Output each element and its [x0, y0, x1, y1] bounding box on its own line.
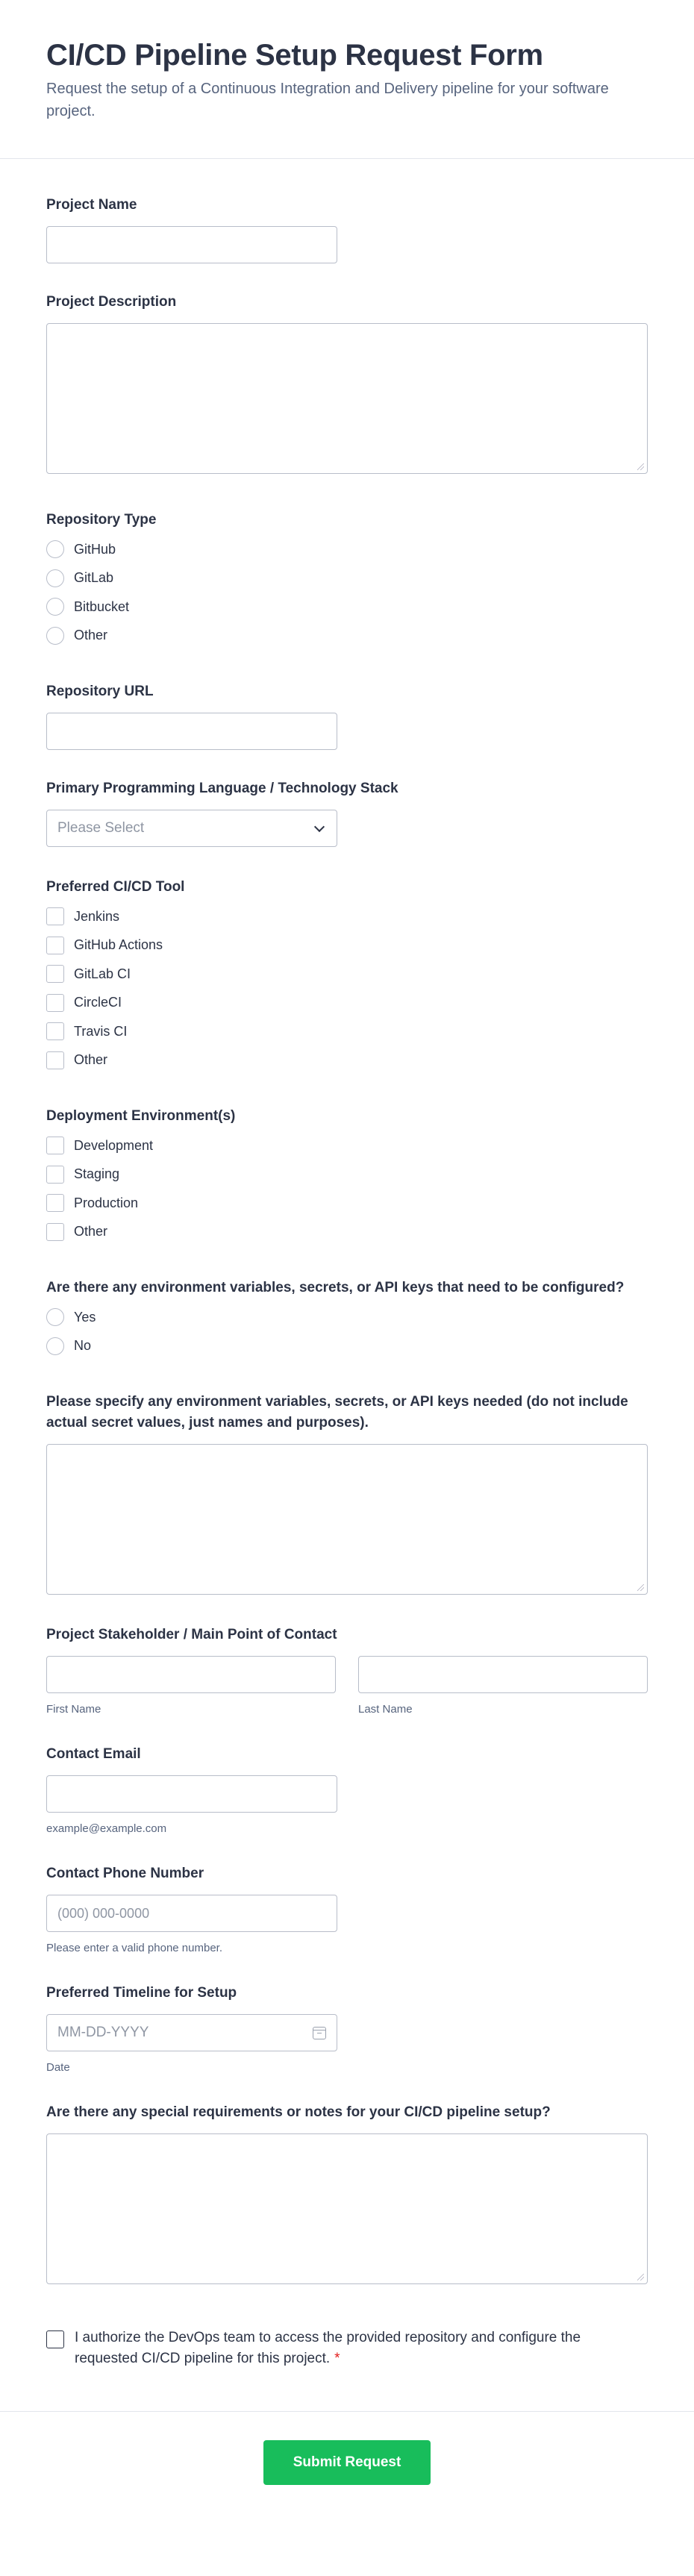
secrets-details-label: Please specify any environment variables, secrets, or API keys needed (do not include actual secret values, just names and purposes).	[46, 1394, 628, 1431]
date-sublabel: Date	[46, 2061, 70, 2074]
option-label: Yes	[74, 1309, 96, 1325]
resize-handle-icon[interactable]	[637, 1584, 644, 1591]
radio-option-gitlab[interactable]	[46, 564, 648, 593]
checkbox[interactable]	[46, 1166, 64, 1184]
project-description-label: Project Description	[46, 294, 177, 310]
checkbox-option-other-env[interactable]	[46, 1218, 648, 1247]
authorization-field	[46, 2284, 648, 2411]
last-name-input[interactable]	[358, 1656, 648, 1693]
date-placeholder: MM-DD-YYYY	[57, 2025, 149, 2040]
first-name-input[interactable]	[46, 1656, 336, 1693]
checkbox-option-github-actions[interactable]	[46, 931, 648, 960]
option-label: CircleCI	[74, 995, 122, 1010]
form-footer	[0, 2411, 694, 2521]
phone-field	[46, 1835, 648, 1954]
radio-circle[interactable]	[46, 627, 64, 645]
option-label: No	[74, 1338, 92, 1354]
submit-button[interactable]: Submit Request	[263, 2440, 431, 2485]
checkbox-option-staging[interactable]	[46, 1160, 648, 1189]
project-name-field	[46, 159, 648, 263]
notes-field	[46, 2074, 648, 2284]
checkbox-option-development[interactable]	[46, 1131, 648, 1160]
checkbox[interactable]	[46, 1194, 64, 1212]
project-description-textarea[interactable]	[46, 323, 648, 474]
radio-option-other[interactable]	[46, 622, 648, 651]
required-asterisk: *	[334, 2351, 340, 2366]
checkbox[interactable]	[46, 1223, 64, 1241]
checkbox[interactable]	[46, 1051, 64, 1069]
notes-textarea[interactable]	[46, 2133, 648, 2284]
first-name-sublabel: First Name	[46, 1703, 101, 1716]
email-label: Contact Email	[46, 1746, 141, 1762]
language-label: Primary Programming Language / Technology Stack	[46, 781, 398, 796]
option-label: Jenkins	[74, 908, 120, 924]
last-name-col	[358, 1656, 648, 1716]
timeline-field	[46, 1954, 648, 2074]
repository-url-field	[46, 650, 648, 750]
email-input[interactable]	[46, 1775, 337, 1813]
radio-circle[interactable]	[46, 1308, 64, 1326]
option-label: GitLab CI	[74, 966, 131, 981]
name-inputs	[46, 1656, 648, 1716]
environments-field	[46, 1075, 648, 1246]
checkbox[interactable]	[46, 965, 64, 983]
checkbox-option-other[interactable]	[46, 1046, 648, 1075]
secrets-details-textarea[interactable]	[46, 1444, 648, 1595]
option-label: Other	[74, 628, 108, 643]
form-body	[0, 159, 694, 2411]
form-subtitle: Request the setup of a Continuous Integration and Delivery pipeline for your software project.	[46, 81, 609, 119]
cicd-tool-label: Preferred CI/CD Tool	[46, 879, 185, 895]
checkbox-option-gitlab-ci[interactable]	[46, 960, 648, 989]
option-label: Production	[74, 1195, 139, 1210]
timeline-label: Preferred Timeline for Setup	[46, 1985, 237, 2001]
language-field	[46, 750, 648, 847]
date-input[interactable]	[46, 2014, 337, 2051]
repository-url-label: Repository URL	[46, 684, 154, 699]
option-label: GitHub	[74, 541, 116, 557]
calendar-icon[interactable]	[313, 2027, 326, 2039]
option-label: Staging	[74, 1166, 120, 1182]
phone-sublabel: Please enter a valid phone number.	[46, 1942, 222, 1954]
option-label: Bitbucket	[74, 598, 130, 614]
chevron-down-icon	[314, 821, 325, 831]
option-label: Other	[74, 1052, 108, 1068]
stakeholder-field	[46, 1595, 648, 1716]
last-name-sublabel: Last Name	[358, 1703, 413, 1716]
option-label: Development	[74, 1137, 154, 1153]
radio-circle[interactable]	[46, 598, 64, 616]
resize-handle-icon[interactable]	[637, 2274, 644, 2280]
repository-url-input[interactable]	[46, 713, 337, 750]
environments-label: Deployment Environment(s)	[46, 1108, 236, 1124]
form-header	[0, 0, 694, 159]
language-select-placeholder: Please Select	[57, 820, 145, 836]
secrets-details-field	[46, 1360, 648, 1595]
radio-option-no[interactable]	[46, 1332, 648, 1361]
radio-circle[interactable]	[46, 1337, 64, 1355]
project-description-field	[46, 263, 648, 474]
phone-label: Contact Phone Number	[46, 1866, 204, 1881]
radio-circle[interactable]	[46, 569, 64, 587]
cicd-tool-field	[46, 847, 648, 1075]
radio-option-github[interactable]	[46, 535, 648, 564]
option-label: Other	[74, 1224, 108, 1239]
authorization-checkbox[interactable]	[46, 2330, 64, 2348]
secrets-needed-label: Are there any environment variables, secrets, or API keys that need to be configured?	[46, 1280, 625, 1295]
phone-input[interactable]	[46, 1895, 337, 1932]
radio-circle[interactable]	[46, 540, 64, 558]
checkbox[interactable]	[46, 907, 64, 925]
checkbox[interactable]	[46, 1022, 64, 1040]
language-select[interactable]	[46, 810, 337, 847]
option-label: GitLab	[74, 570, 114, 586]
option-label: Travis CI	[74, 1023, 128, 1039]
checkbox-option-production[interactable]	[46, 1189, 648, 1218]
project-name-input[interactable]	[46, 226, 337, 263]
resize-handle-icon[interactable]	[637, 463, 644, 470]
project-name-label: Project Name	[46, 197, 137, 213]
form-title: CI/CD Pipeline Setup Request Form	[46, 39, 543, 72]
repository-type-field	[46, 474, 648, 650]
checkbox-option-circleci[interactable]	[46, 989, 648, 1018]
radio-option-bitbucket[interactable]	[46, 593, 648, 622]
notes-label: Are there any special requirements or notes for your CI/CD pipeline setup?	[46, 2104, 551, 2120]
checkbox[interactable]	[46, 994, 64, 1012]
first-name-col	[46, 1656, 336, 1716]
email-sublabel: example@example.com	[46, 1822, 167, 1835]
email-field	[46, 1716, 648, 1835]
checkbox[interactable]	[46, 1137, 64, 1154]
radio-option-yes[interactable]	[46, 1303, 648, 1332]
authorization-text-wrap	[75, 2328, 627, 2369]
stakeholder-label: Project Stakeholder / Main Point of Contact	[46, 1627, 337, 1642]
checkbox[interactable]	[46, 937, 64, 954]
checkbox-option-travis-ci[interactable]	[46, 1017, 648, 1046]
option-label: GitHub Actions	[74, 937, 163, 953]
checkbox-option-jenkins[interactable]	[46, 902, 648, 931]
authorization-label: I authorize the DevOps team to access the provided repository and configure the requested CI/CD pipeline for this project.	[75, 2330, 581, 2366]
repository-type-label: Repository Type	[46, 512, 157, 528]
secrets-needed-field	[46, 1246, 648, 1360]
